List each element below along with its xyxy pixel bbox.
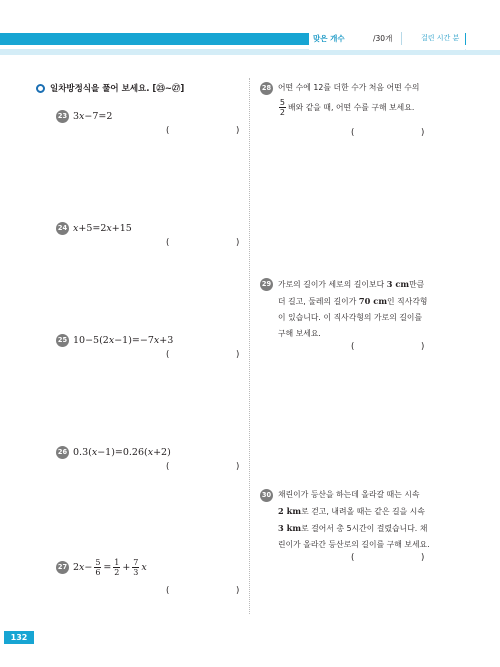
answer-blank-28[interactable] xyxy=(351,128,425,138)
problem-23 xyxy=(56,110,112,123)
score-box xyxy=(309,28,465,50)
problem-number: 25 xyxy=(56,334,69,347)
paren-open: ( xyxy=(351,342,355,352)
paren-close: ) xyxy=(236,350,240,360)
problem-text: 구해 보세요. xyxy=(278,329,321,338)
answer-blank-30[interactable] xyxy=(351,553,425,563)
paren-close: ) xyxy=(236,126,240,136)
problem-30 xyxy=(260,487,465,553)
problem-number: 27 xyxy=(56,561,69,574)
problem-number: 29 xyxy=(260,278,273,291)
fraction: $\frac{5}{2}$ xyxy=(279,98,286,117)
equation: 10−5(2x−1)=−7x+3 xyxy=(73,335,174,346)
problem-text: 채린이가 등산을 하는데 올라갈 때는 시속 xyxy=(278,490,420,499)
problem-24 xyxy=(56,222,132,235)
correct-count-total: /30개 xyxy=(373,34,393,43)
paren-close: ) xyxy=(421,128,425,138)
fraction: $\frac{1}{2}$ xyxy=(114,558,120,577)
problem-text: 3 km로 걸어서 총 5시간이 걸렸습니다. 채 xyxy=(278,523,428,533)
section-title xyxy=(36,82,184,94)
problem-text: 2 km로 걷고, 내려올 때는 같은 길을 시속 xyxy=(278,506,425,516)
problem-number: 28 xyxy=(260,82,273,95)
answer-blank-25[interactable] xyxy=(166,350,240,360)
paren-close: ) xyxy=(236,238,240,248)
problem-29 xyxy=(260,276,460,342)
column-divider xyxy=(249,78,250,614)
answer-blank-26[interactable] xyxy=(166,462,240,472)
paren-open: ( xyxy=(166,462,170,472)
equation: x+5=2x+15 xyxy=(73,223,132,234)
problem-text: 린이가 올라간 등산로의 길이를 구해 보세요. xyxy=(278,540,430,549)
paren-open: ( xyxy=(166,350,170,360)
problem-text: 배와 같을 때, 어떤 수를 구해 보세요. xyxy=(288,102,415,112)
answer-blank-27[interactable] xyxy=(166,586,240,596)
problem-26 xyxy=(56,446,171,459)
answer-blank-23[interactable] xyxy=(166,126,240,136)
problem-25 xyxy=(56,334,173,347)
paren-open: ( xyxy=(351,553,355,563)
fraction: $\frac{7}{3}$ xyxy=(133,558,139,577)
problem-text: 이 있습니다. 이 직사각형의 가로의 길이를 xyxy=(278,313,423,322)
page-number: 132 xyxy=(4,631,34,644)
problem-text: 가로의 길이가 세로의 길이보다 3 cm만큼 xyxy=(278,279,425,289)
paren-open: ( xyxy=(166,126,170,136)
section-title-text: 일차방정식을 풀어 보세요. [㉓~㉗] xyxy=(50,84,185,94)
problem-number: 30 xyxy=(260,489,273,502)
answer-blank-29[interactable] xyxy=(351,342,425,352)
header-end-box xyxy=(466,28,500,50)
problem-text: 어떤 수에 12를 더한 수가 처음 어떤 수의 xyxy=(278,83,420,92)
paren-open: ( xyxy=(166,238,170,248)
answer-blank-24[interactable] xyxy=(166,238,240,248)
equation: 2x− $\frac{5}{6}$ = $\frac{1}{2}$ + $\frac{7}{3}$ x xyxy=(73,558,147,577)
equation: 0.3(x−1)=0.26(x+2) xyxy=(73,447,171,458)
problem-number: 24 xyxy=(56,222,69,235)
problem-27 xyxy=(56,558,147,577)
equation: 3x−7=2 xyxy=(73,111,113,122)
problem-number: 23 xyxy=(56,110,69,123)
problem-number: 26 xyxy=(56,446,69,459)
paren-open: ( xyxy=(351,128,355,138)
paren-close: ) xyxy=(236,462,240,472)
paren-open: ( xyxy=(166,586,170,596)
problem-28 xyxy=(260,80,460,117)
problem-text: 더 길고, 둘레의 길이가 70 cm인 직사각형 xyxy=(278,296,428,306)
fraction: $\frac{5}{6}$ xyxy=(95,558,101,577)
time-label: 걸린 시간 분 xyxy=(421,34,460,42)
correct-count-label: 맞은 개수 xyxy=(313,34,345,43)
bullet-circle-icon xyxy=(36,84,45,93)
paren-close: ) xyxy=(421,342,425,352)
paren-close: ) xyxy=(236,586,240,596)
score-separator xyxy=(401,32,402,45)
paren-close: ) xyxy=(421,553,425,563)
